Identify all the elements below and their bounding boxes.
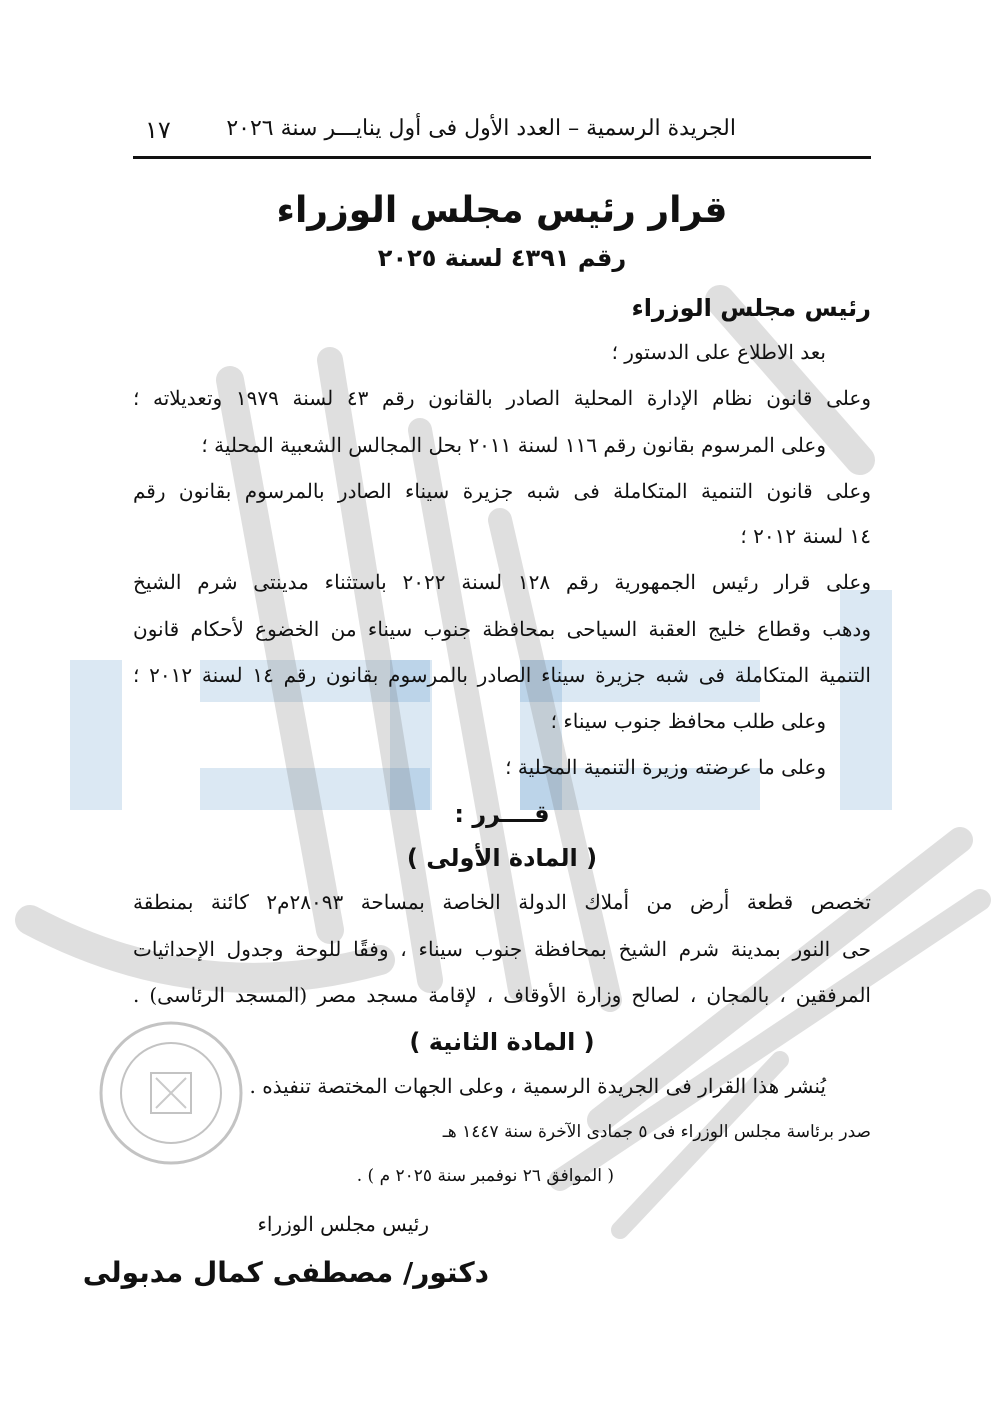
gazette-header bbox=[133, 112, 871, 152]
preamble-line: وعلى قرار رئيس الجمهورية رقم ١٢٨ لسنة ٢٠٢٢ باستثناء مدينتى شرم الشيخ bbox=[133, 570, 871, 594]
issued-at: صدر برئاسة مجلس الوزراء فى ٥ جمادى الآخرة سنة ١٤٤٧ هـ bbox=[442, 1122, 871, 1142]
preamble-line: وعلى قانون نظام الإدارة المحلية الصادر بالقانون رقم ٤٣ لسنة ١٩٧٩ وتعديلاته ؛ bbox=[133, 386, 871, 410]
gazette-header-title: الجريدة الرسمية – العدد الأول فى أول ينايـــر سنة ٢٠٢٦ bbox=[226, 116, 736, 141]
decree-number: رقم ٤٣٩١ لسنة ٢٠٢٥ bbox=[377, 244, 627, 272]
decided-heading: قــــرر : bbox=[454, 800, 550, 828]
corresponding-date: ( الموافق ٢٦ نوفمبر سنة ٢٠٢٥ م ) . bbox=[356, 1166, 614, 1186]
article-2-heading: ( المادة الثانية ) bbox=[409, 1028, 595, 1056]
signature-title: رئيس مجلس الوزراء bbox=[257, 1212, 429, 1236]
preamble-line: وعلى ما عرضته وزيرة التنمية المحلية ؛ bbox=[505, 755, 826, 779]
page-number: ١٧ bbox=[145, 116, 171, 144]
article-1-line: المرفقين ، بالمجان ، لصالح وزارة الأوقاف ، لإقامة مسجد مصر (المسجد الرئاسى) . bbox=[133, 983, 871, 1007]
preamble-line: ودهب وقطاع خليج العقبة السياحى بمحافظة جنوب سيناء من الخضوع لأحكام قانون bbox=[133, 617, 871, 641]
header-divider bbox=[133, 156, 871, 159]
article-2-line: يُنشر هذا القرار فى الجريدة الرسمية ، وعلى الجهات المختصة تنفيذه . bbox=[249, 1074, 826, 1098]
preamble-line: وعلى قانون التنمية المتكاملة فى شبه جزيرة سيناء الصادر بالمرسوم بقانون رقم bbox=[133, 479, 871, 503]
decree-title: قرار رئيس مجلس الوزراء bbox=[276, 190, 728, 231]
issuer-heading: رئيس مجلس الوزراء bbox=[631, 294, 871, 322]
article-1-heading: ( المادة الأولى ) bbox=[406, 844, 598, 872]
preamble-line: ١٤ لسنة ٢٠١٢ ؛ bbox=[740, 524, 871, 548]
article-1-line: تخصص قطعة أرض من أملاك الدولة الخاصة بمساحة ٢٨٠٩٣م٢ كائنة بمنطقة bbox=[133, 890, 871, 914]
signature-name: دكتور/ مصطفى كمال مدبولى bbox=[82, 1256, 489, 1289]
article-1-line: حى النور بمدينة شرم الشيخ بمحافظة جنوب سيناء ، وفقًا للوحة وجدول الإحداثيات bbox=[133, 937, 871, 961]
preamble-line: التنمية المتكاملة فى شبه جزيرة سيناء الصادر بالمرسوم بقانون رقم ١٤ لسنة ٢٠١٢ ؛ bbox=[133, 663, 871, 687]
preamble-line: وعلى طلب محافظ جنوب سيناء ؛ bbox=[550, 709, 826, 733]
preamble-line: وعلى المرسوم بقانون رقم ١١٦ لسنة ٢٠١١ بحل المجالس الشعبية المحلية ؛ bbox=[201, 433, 826, 457]
preamble-line: بعد الاطلاع على الدستور ؛ bbox=[611, 340, 826, 364]
